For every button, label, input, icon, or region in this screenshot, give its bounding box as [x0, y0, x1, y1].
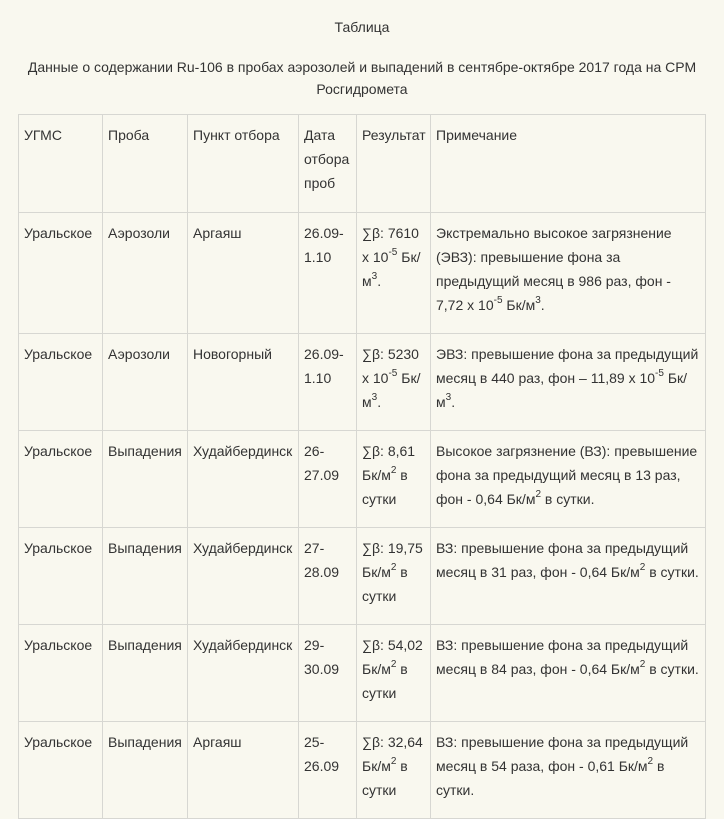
cell-note: ВЗ: превышение фона за предыдущий месяц в 54 раза, фон - 0,61 $Бк/м^2$ в сутки. — [431, 722, 706, 819]
cell-point: Худайбердинск — [188, 625, 299, 722]
ru106-data-table — [18, 114, 706, 819]
cell-probe: Выпадения — [103, 528, 188, 625]
cell-date: 26-27.09 — [299, 431, 357, 528]
table-row — [19, 213, 706, 334]
cell-probe: Аэрозоли — [103, 213, 188, 334]
cell-date: 26.09-1.10 — [299, 334, 357, 431]
cell-note: ВЗ: превышение фона за предыдущий месяц в 84 раз, фон - 0,64 $Бк/м^2$ в сутки. — [431, 625, 706, 722]
cell-note: ВЗ: превышение фона за предыдущий месяц в 31 раз, фон - 0,64 $Бк/м^2$ в сутки. — [431, 528, 706, 625]
cell-point: Аргаяш — [188, 722, 299, 819]
cell-date: 25-26.09 — [299, 722, 357, 819]
cell-probe: Выпадения — [103, 722, 188, 819]
cell-result: ∑β: 7610 x $10^{-5}$ $Бк/м^3$. — [357, 213, 431, 334]
cell-result: ∑β: 32,64 $Бк/м^2$ в сутки — [357, 722, 431, 819]
cell-ugms: Уральское — [19, 722, 103, 819]
cell-note: Экстремально высокое загрязнение (ЭВЗ): превышение фона за предыдущий месяц в 986 раз, фон - 7,72 x $10^{-5}$ $Бк/м^3$. — [431, 213, 706, 334]
header-cell-probe: Проба — [103, 115, 188, 213]
cell-probe: Выпадения — [103, 431, 188, 528]
table-row — [19, 625, 706, 722]
cell-point: Аргаяш — [188, 213, 299, 334]
table-caption-title: Таблица — [334, 19, 390, 35]
cell-result: ∑β: 5230 x $10^{-5}$ $Бк/м^3$. — [357, 334, 431, 431]
header-cell-date: Дата отбора проб — [299, 115, 357, 213]
cell-result: ∑β: 19,75 $Бк/м^2$ в сутки — [357, 528, 431, 625]
cell-date: 26.09-1.10 — [299, 213, 357, 334]
header-cell-note: Примечание — [431, 115, 706, 213]
cell-ugms: Уральское — [19, 625, 103, 722]
header-cell-ugms: УГМС — [19, 115, 103, 213]
cell-result: ∑β: 54,02 $Бк/м^2$ в сутки — [357, 625, 431, 722]
cell-ugms: Уральское — [19, 528, 103, 625]
table-caption-subtitle: Данные о содержании Ru-106 в пробах аэрозолей и выпадений в сентябре-октябре 2017 года на СРМ Росгидромета — [27, 59, 697, 97]
cell-ugms: Уральское — [19, 431, 103, 528]
cell-ugms: Уральское — [19, 213, 103, 334]
table-row — [19, 431, 706, 528]
cell-date: 27-28.09 — [299, 528, 357, 625]
cell-note: Высокое загрязнение (ВЗ): превышение фона за предыдущий месяц в 13 раз, фон - 0,64 $Бк/м^2$ в сутки. — [431, 431, 706, 528]
header-cell-point: Пункт отбора — [188, 115, 299, 213]
cell-probe: Выпадения — [103, 625, 188, 722]
cell-note: ЭВЗ: превышение фона за предыдущий месяц в 440 раз, фон – 11,89 x $10^{-5}$ $Бк/м^3$. — [431, 334, 706, 431]
table-row — [19, 528, 706, 625]
header-cell-result: Результат — [357, 115, 431, 213]
cell-ugms: Уральское — [19, 334, 103, 431]
cell-point: Худайбердинск — [188, 528, 299, 625]
table-header-row — [19, 115, 706, 213]
table-row — [19, 334, 706, 431]
cell-result: ∑β: 8,61 $Бк/м^2$ в сутки — [357, 431, 431, 528]
cell-point: Новогорный — [188, 334, 299, 431]
cell-probe: Аэрозоли — [103, 334, 188, 431]
table-row — [19, 722, 706, 819]
cell-date: 29-30.09 — [299, 625, 357, 722]
cell-point: Худайбердинск — [188, 431, 299, 528]
